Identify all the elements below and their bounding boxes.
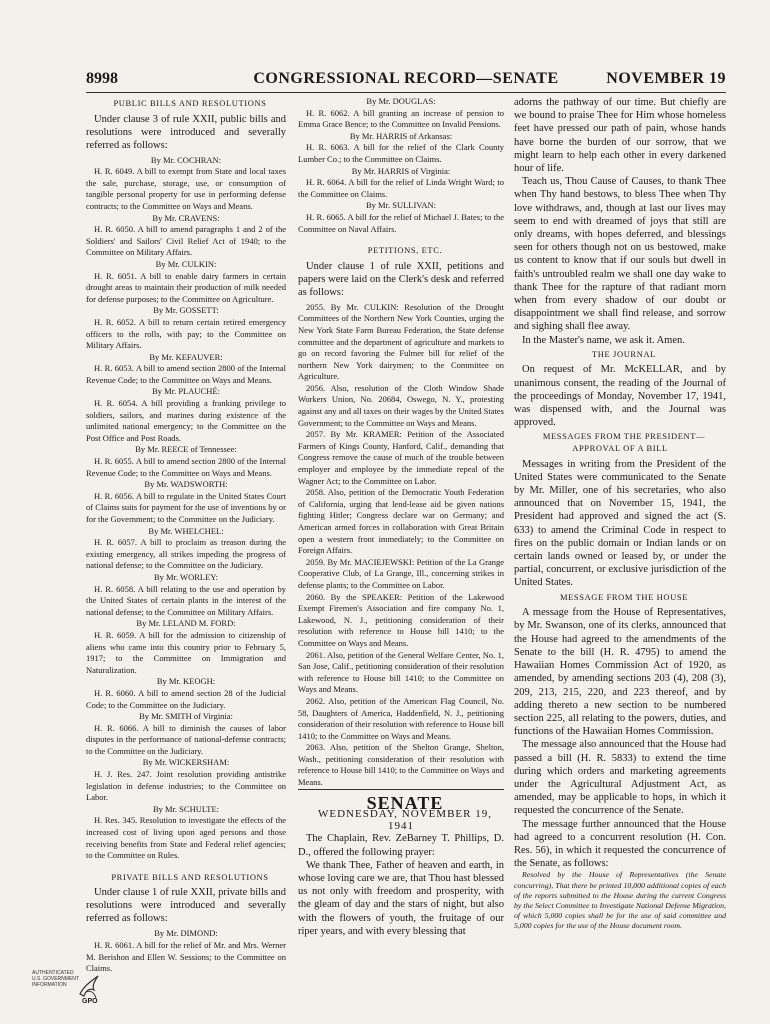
bill-entry: 2062. Also, petition of the American Flag Council, No. 58, Daughters of America, Haddenfield, N. J., petitioning consideration of their resolution with reference to House bill 1410; to the Committee on Ways and Means. xyxy=(298,695,504,741)
section-intro: Under clause 3 of rule XXII, public bills and resolutions were introduced and severally referred as follows: xyxy=(86,113,286,151)
bill-entry: H. R. 6055. A bill to amend section 2800 of the Internal Revenue Code; to the Committee on Ways and Means. xyxy=(86,456,286,478)
bill-entry: H. R. 6054. A bill providing a franking privilege to soldiers, sailors, and marines during existence of the unlimited national emergency; to the Committee on the Post Office and Post Roads. xyxy=(86,398,286,443)
header-date: NOVEMBER 19 xyxy=(606,70,726,87)
sponsor-line: By Mr. GOSSETT: xyxy=(153,305,219,316)
bill-entry: H. R. 6063. A bill for the relief of the Clark County Lumber Co.; to the Committee on Claims. xyxy=(298,142,504,164)
sponsor-line: By Mr. DOUGLAS: xyxy=(366,96,436,106)
body-paragraph: Teach us, Thou Cause of Causes, to thank Thee when Thy hand bestows, to bless Thee when Thy love withdraws, and, though at last our lives may seem to end with dreamed of joys that still are only dreams, with hopes deferred, and blessings seen for others though not on us bestowed, make us content to know that if our souls but dwell in faith's untroubled realm we shall one day wake to thank Thee for the rapture of that radiant morn when from every shadow of our doubt or disappointment we shall find release, and sorrow and sighing shall flee away. xyxy=(514,176,726,333)
section-intro: Under clause 1 of rule XXII, private bills and resolutions were introduced and severally referred as follows: xyxy=(86,887,286,925)
gpo-seal-line: U.S. GOVERNMENT xyxy=(32,976,79,982)
body-paragraph: In the Master's name, we ask it. Amen. xyxy=(522,334,685,346)
section-heading: MESSAGES FROM THE PRESIDENT—APPROVAL OF A BILL xyxy=(542,431,706,454)
sponsor-line: By Mr. KEOGH: xyxy=(156,676,216,687)
resolution-text: Resolved by the House of Representatives (the Senate concurring), That there be printed 10,000 additional copies of each of the reports submitted to the House during the current Congress by the Select Committee to Investigate National Defense Migration, of which 5,000 copies shall be for the use of said committee and 5,000 copies for the use of the House document room. xyxy=(514,870,726,931)
gpo-seal-line: AUTHENTICATED xyxy=(32,970,74,976)
bill-entry: H. R. 6049. A bill to exempt from State and local taxes the sale, purchase, storage, use, or consumption of tangible personal property for use in performing defense contracts; to the Committee on Ways and Means. xyxy=(86,166,286,211)
body-paragraph: A message from the House of Representatives, by Mr. Swanson, one of its clerks, announced that the House had agreed to the amendments of the Senate to the bill (H. R. 4795) to amend the Hawaiian Homes Commission Act of 1920, as amended, by amending sections 203 (4), 208 (3), 209, 213, 215, 220, and 223 thereof, and by adding thereto a new section to be numbered section 225, all relating to the powers, duties, and functions of the Hawaiian Homes Commission. xyxy=(514,607,726,738)
bill-entry: 2056. Also, resolution of the Cloth Window Shade Workers Union, No. 20684, Oswego, N. Y., protesting against any and all taxes on their wages by the United States Government; to the Committee on Ways and Means. xyxy=(298,382,504,428)
body-paragraph: The message also announced that the House had passed a bill (H. R. 5833) to extend the time during which orders and marketing agreements under the Agricultural Adjustment Act, as amended, may be applicable to hops, in which it requested the concurrence of the Senate. xyxy=(514,739,726,817)
bill-entry: H. R. 6058. A bill relating to the use and operation by the United States of certain plants in the interest of the national defense; to the Committee on Military Affairs. xyxy=(86,583,286,617)
sponsor-line: By Mr. COCHRAN: xyxy=(150,154,222,165)
sponsor-line: By Mr. SMITH of Virginia: xyxy=(139,711,233,722)
bill-entry: H. J. Res. 247. Joint resolution providing antistrike legislation in defense industries; to the Committee on Labor. xyxy=(86,769,286,803)
bill-entry: H. R. 6065. A bill for the relief of Michael J. Bates; to the Committee on Naval Affairs. xyxy=(298,211,504,234)
bill-entry: H. R. 6060. A bill to amend section 28 of the Judicial Code; to the Committee on the Judiciary. xyxy=(86,687,286,710)
body-paragraph: adorns the pathway of our time. But chiefly are we bound to praise Thee for Him whose homeless feet have pressed our path of pain, whose hands have borne the burden of our sorrow, that we might learn to help each other in every darkened hour of life. xyxy=(514,97,726,175)
sponsor-line: By Mr. PLAUCHÉ: xyxy=(152,386,220,397)
sponsor-line: By Mr. LELAND M. FORD: xyxy=(136,618,236,629)
bill-entry: H. R. 6059. A bill for the admission to citizenship of aliens who came into this country prior to February 5, 1917; to the Committee on Immigration and Naturalization. xyxy=(86,629,286,675)
page-header xyxy=(86,70,726,94)
sponsor-line: By Mr. HARRIS of Arkansas: xyxy=(349,130,453,141)
sponsor-line: By Mr. WICKERSHAM: xyxy=(142,757,230,768)
bill-entry: 2055. By Mr. CULKIN: Resolution of the Drought Committees of the Northern New York Counties, urging the New York State Farm Bureau Federation, the State defense committee and the department of agriculture and markets to go on record favoring the Fulmer bill for relief of the northern New York dairymen; to the Committee on Agriculture. xyxy=(298,301,504,382)
sponsor-line: By Mr. DIMOND: xyxy=(154,928,218,939)
sponsor-line: By Mr. WADSWORTH: xyxy=(144,479,228,490)
section-heading: PRIVATE BILLS AND RESOLUTIONS xyxy=(111,871,269,882)
senate-heading: SENATE xyxy=(298,789,504,810)
sponsor-line: By Mr. HARRIS of Virginia: xyxy=(351,165,451,176)
body-paragraph: On request of Mr. McKELLAR, and by unanimous consent, the reading of the Journal of the proceedings of Monday, November 17, 1941, was dispensed with, and the Journal was approved. xyxy=(514,364,726,429)
sponsor-line: By Mr. KEFAUVER: xyxy=(149,351,223,362)
bill-entry: H. R. 6052. A bill to return certain retired emergency officers to the rolls, with pay; to the Committee on Military Affairs. xyxy=(86,316,286,351)
column-right xyxy=(514,96,726,996)
bill-entry: H. R. 6051. A bill to enable dairy farmers in certain drought areas to maintain their production of milk needed for defense purposes; to the Committee on Agriculture. xyxy=(86,270,286,304)
section-heading: PUBLIC BILLS AND RESOLUTIONS xyxy=(113,98,267,108)
bill-entry: 2061. Also, petition of the General Welfare Center, No. 1, San Jose, Calif., petitioning consideration of their resolution with reference to House bill 1410; to the Committee on Ways and Means. xyxy=(298,649,504,695)
header-rule xyxy=(86,92,726,93)
section-heading: THE JOURNAL xyxy=(592,348,656,359)
bill-entry: H. R. 6064. A bill for the relief of Linda Wright Ward; to the Committee on Claims. xyxy=(298,177,504,199)
bill-entry: H. Res. 345. Resolution to investigate the effects of the increased cost of living upon aged persons and those receiving benefits from State and Federal relief agencies; to the Committee on Rules. xyxy=(86,815,286,861)
bill-entry: 2063. Also, petition of the Shelton Grange, Shelton, Wash., petitioning consideration of their resolution with reference to House bill 1410; to the Committee on Ways and Means. xyxy=(298,742,504,788)
bill-entry: H. R. 6053. A bill to amend section 2800 of the Internal Revenue Code; to the Committee on Ways and Means. xyxy=(86,363,286,385)
section-gap xyxy=(86,862,286,870)
sponsor-line: By Mr. WHELCHEL: xyxy=(148,525,224,536)
bill-entry: H. R. 6050. A bill to amend paragraphs 1 and 2 of the Soldiers' and Sailors' Civil Relief Act of 1940; to the Committee on Military Affairs. xyxy=(86,224,286,258)
section-gap xyxy=(298,235,504,243)
bill-entry: H. R. 6062. A bill granting an increase of pension to Emma Grace Bence; to the Committee on Invalid Pensions. xyxy=(298,107,504,130)
section-heading: PETITIONS, ETC. xyxy=(367,245,443,256)
bill-entry: H. R. 6066. A bill to diminish the causes of labor disputes in the performance of national-defense contracts; to the Committee on the Judiciary. xyxy=(86,722,286,756)
gpo-seal-line: INFORMATION xyxy=(32,982,67,988)
page-title: CONGRESSIONAL RECORD—SENATE xyxy=(253,70,559,87)
gpo-label: GPO xyxy=(82,998,98,1005)
session-date: WEDNESDAY, NOVEMBER 19, 1941 xyxy=(318,808,492,832)
section-intro: Under clause 1 of rule XXII, petitions and papers were laid on the Clerk's desk and referred as follows: xyxy=(298,260,504,298)
body-paragraph: The Chaplain, Rev. ZeBarney T. Phillips, D. D., offered the following prayer: xyxy=(298,833,504,858)
sponsor-line: By Mr. SULLIVAN: xyxy=(366,200,436,211)
sponsor-line: By Mr. WORLEY: xyxy=(154,571,218,582)
section-heading: MESSAGE FROM THE HOUSE xyxy=(559,591,689,602)
sponsor-line: By Mr. SCHULTE: xyxy=(152,803,220,814)
bill-entry: 2058. Also, petition of the Democratic Youth Federation of California, urging that lend-lease aid be given nations fighting Hitler; Congress declare war on Germany; and American armed forces in collaboration with Great Britain open a western front immediately; to the Committee on Foreign Affairs. xyxy=(298,487,504,556)
column-middle xyxy=(298,96,504,996)
sponsor-line: By Mr. CRAVENS: xyxy=(152,212,220,223)
page-number: 8998 xyxy=(86,70,118,87)
bill-entry: 2060. By the SPEAKER: Petition of the Lakewood Exempt Firemen's Association and fire company No. 1, Lakewood, N. J., petitioning consideration of their resolution with reference to House bill 1410; to the Committee on Ways and Means. xyxy=(298,591,504,648)
body-paragraph: We thank Thee, Father of heaven and earth, in whose loving care we are, that Thou hast blessed us not only with freedom and prosperity, with the gleam of day and the stars of night, but also with the flowers of youth, the fruitage of our riper years, and with every blessing that xyxy=(298,859,504,937)
bill-entry: 2057. By Mr. KRAMER: Petition of the Associated Farmers of Kings County, Hanford, Calif., demanding that Congress remove the cause of much of the trouble between employer and employee by the immediate repeal of the Wagner Act; to the Committee on Labor. xyxy=(298,429,504,486)
bill-entry: 2059. By Mr. MACIEJEWSKI: Petition of the La Grange Cooperative Club, of La Grange, Ill., concerning strikes in defense plants; to the Committee on Labor. xyxy=(298,556,504,590)
bill-entry: H. R. 6057. A bill to proclaim as treason during the existing emergency, all strikes impeding the progress of national defense; to the Committee on the Judiciary. xyxy=(86,537,286,571)
sponsor-line: By Mr. CULKIN: xyxy=(155,258,217,269)
body-paragraph: The message further announced that the House had agreed to a concurrent resolution (H. Con. Res. 56), in which it requested the concurrence of the Senate, as follows: xyxy=(514,818,726,870)
bill-entry: H. R. 6061. A bill for the relief of Mr. and Mrs. Werner M. Berishon and Ellen W. Sessions; to the Committee on Claims. xyxy=(86,940,286,974)
body-paragraph: Messages in writing from the President of the United States were communicated to the Senate by Mr. Miller, one of his secretaries, who also announced that on November 15, 1941, the President had approved and signed the act (S. 633) to amend the Criminal Code in respect to fires on the public domain or Indian lands or on certain lands owned or leased by, or under the partial, concurrent, or exclusive jurisdiction of the United States. xyxy=(514,458,726,589)
bill-entry: H. R. 6056. A bill to regulate in the United States Court of Claims suits for payment for the use of inventions by or for the Government; to the Committee on the Judiciary. xyxy=(86,490,286,524)
column-left xyxy=(86,96,286,976)
gpo-authentication-seal xyxy=(32,970,112,1010)
sponsor-line: By Mr. REECE of Tennessee: xyxy=(135,444,237,455)
